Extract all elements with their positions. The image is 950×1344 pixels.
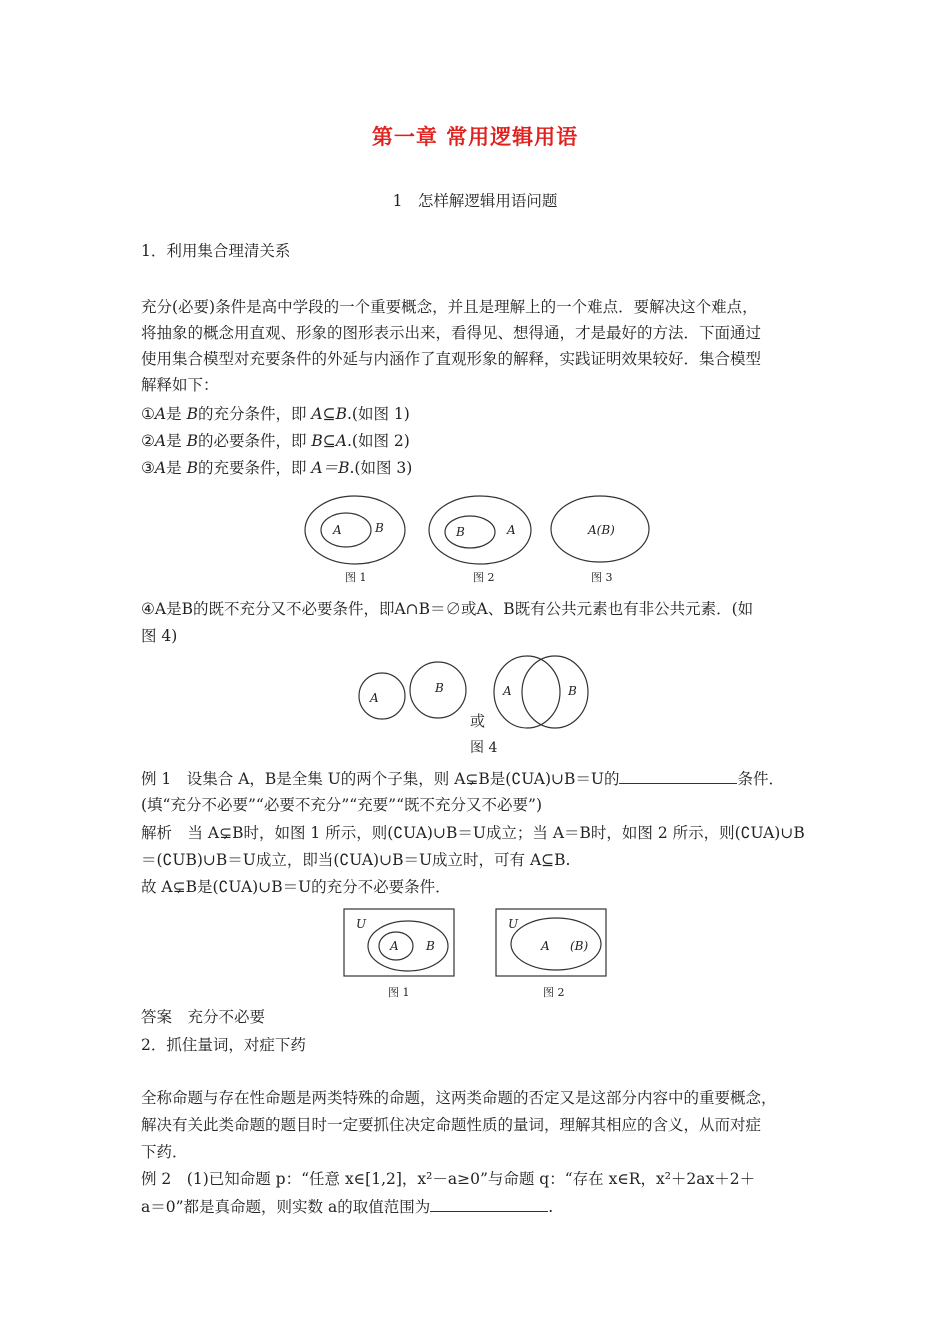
answer-blank-1 — [619, 768, 737, 784]
fig4-label-b1: B — [435, 681, 444, 695]
fig1-label-a: A — [333, 523, 342, 537]
paragraph-1-line-2: 将抽象的概念用直观、形象的图形表示出来，看得见、想得通，才是最好的方法．下面通过 — [141, 324, 762, 342]
fig4-set-a-disjoint — [359, 673, 405, 719]
paragraph-1-line-3: 使用集合模型对充要条件的外延与内涵作了直观形象的解释，实践证明效果较好．集合模型 — [141, 350, 762, 368]
fig-u1-label-u: U — [356, 917, 367, 931]
fig-u2-label-b: (B) — [570, 939, 589, 953]
fig4-label-b2: B — [568, 684, 577, 698]
fig3-caption: 图 3 — [591, 571, 613, 584]
answer-blank-2 — [430, 1196, 548, 1212]
fig1-label-b: B — [375, 521, 384, 535]
paragraph-1-line-4: 解释如下： — [141, 376, 219, 394]
fig2-label-a: A — [507, 523, 516, 537]
paragraph-2-line-3: 下药． — [141, 1143, 188, 1161]
chapter-title: 第一章 常用逻辑用语 — [371, 124, 579, 149]
fig4-label-a2: A — [503, 684, 512, 698]
condition-item-1: ①A是 B的充分条件，即 A⊆B.(如图 1) — [141, 405, 410, 423]
example-2-line-1: 例 2 (1)已知命题 p：“任意 x∈[1,2]，x²－a≥0”与命题 q：“存在 x∈R，x²＋2ax＋2＋ — [141, 1170, 756, 1188]
fig-u1-caption: 图 1 — [388, 986, 410, 999]
paragraph-2-line-2: 解决有关此类命题的题目时一定要抓住决定命题性质的量词，理解其相应的含义，从而对症 — [141, 1116, 762, 1134]
solution-line-1: 解析 当 A⊊B时，如图 1 所示，则(∁UA)∪B＝U成立；当 A＝B时，如图 2 所示，则(∁UA)∪B — [141, 824, 805, 842]
fig-u1-set-b — [368, 921, 448, 971]
venn-figure-1 — [305, 496, 405, 564]
venn-figure-4 — [352, 652, 597, 757]
section-title: 1 怎样解逻辑用语问题 — [392, 192, 558, 210]
fig4-or-text: 或 — [470, 712, 486, 730]
condition-item-2: ②A是 B的必要条件，即 B⊆A.(如图 2) — [141, 432, 410, 450]
section-1-heading: 1．利用集合理清关系 — [141, 242, 291, 260]
fig-u1-label-a: A — [390, 939, 399, 953]
fig-u1-label-b: B — [426, 939, 435, 953]
condition-item-4-line-1: ④A是B的既不充分又不必要条件，即A∩B＝∅或A、B既有公共元素也有非公共元素．(如 — [141, 600, 754, 618]
answer-line: 答案 充分不必要 — [141, 1008, 266, 1026]
paragraph-2-line-1: 全称命题与存在性命题是两类特殊的命题，这两类命题的否定又是这部分内容中的重要概念， — [141, 1089, 777, 1107]
fig-u2-caption: 图 2 — [543, 986, 565, 999]
solution-line-2: ＝(∁UB)∪B＝U成立，即当(∁UA)∪B＝U成立时，可有 A⊆B. — [141, 851, 571, 869]
fig2-label-b: B — [456, 525, 465, 539]
fig-u2-label-a: A — [541, 939, 550, 953]
paragraph-1-line-1: 充分(必要)条件是高中学段的一个重要概念，并且是理解上的一个难点．要解决这个难点， — [141, 298, 758, 316]
fig2-caption: 图 2 — [473, 571, 495, 584]
section-2-heading: 2．抓住量词，对症下药 — [141, 1036, 306, 1054]
example-1-line-1: 例 1 设集合 A，B是全集 U的两个子集，则 A⊊B是(∁UA)∪B＝U的 条件． — [141, 770, 784, 788]
condition-item-3: ③A是 B的充要条件，即 A＝B.(如图 3) — [141, 459, 413, 477]
fig4-set-b-overlap — [522, 656, 588, 728]
example-2-line-2: a＝0”都是真命题，则实数 a的取值范围为 . — [141, 1198, 554, 1216]
fig3-label: A(B) — [588, 523, 615, 537]
example-1-line-2: (填“充分不必要”“必要不充分”“充要”“既不充分又不必要”) — [141, 796, 542, 814]
fig-u2-label-u: U — [508, 917, 519, 931]
fig4-label-a1: A — [370, 691, 379, 705]
fig4-caption: 图 4 — [470, 740, 498, 756]
condition-item-4-line-2: 图 4) — [141, 627, 178, 645]
venn-figures-universe — [340, 906, 615, 1002]
fig1-caption: 图 1 — [345, 571, 367, 584]
venn-figure-2 — [429, 496, 531, 564]
solution-line-3: 故 A⊊B是(∁UA)∪B＝U的充分不必要条件． — [141, 878, 451, 896]
venn-figures-1-3 — [295, 490, 655, 595]
